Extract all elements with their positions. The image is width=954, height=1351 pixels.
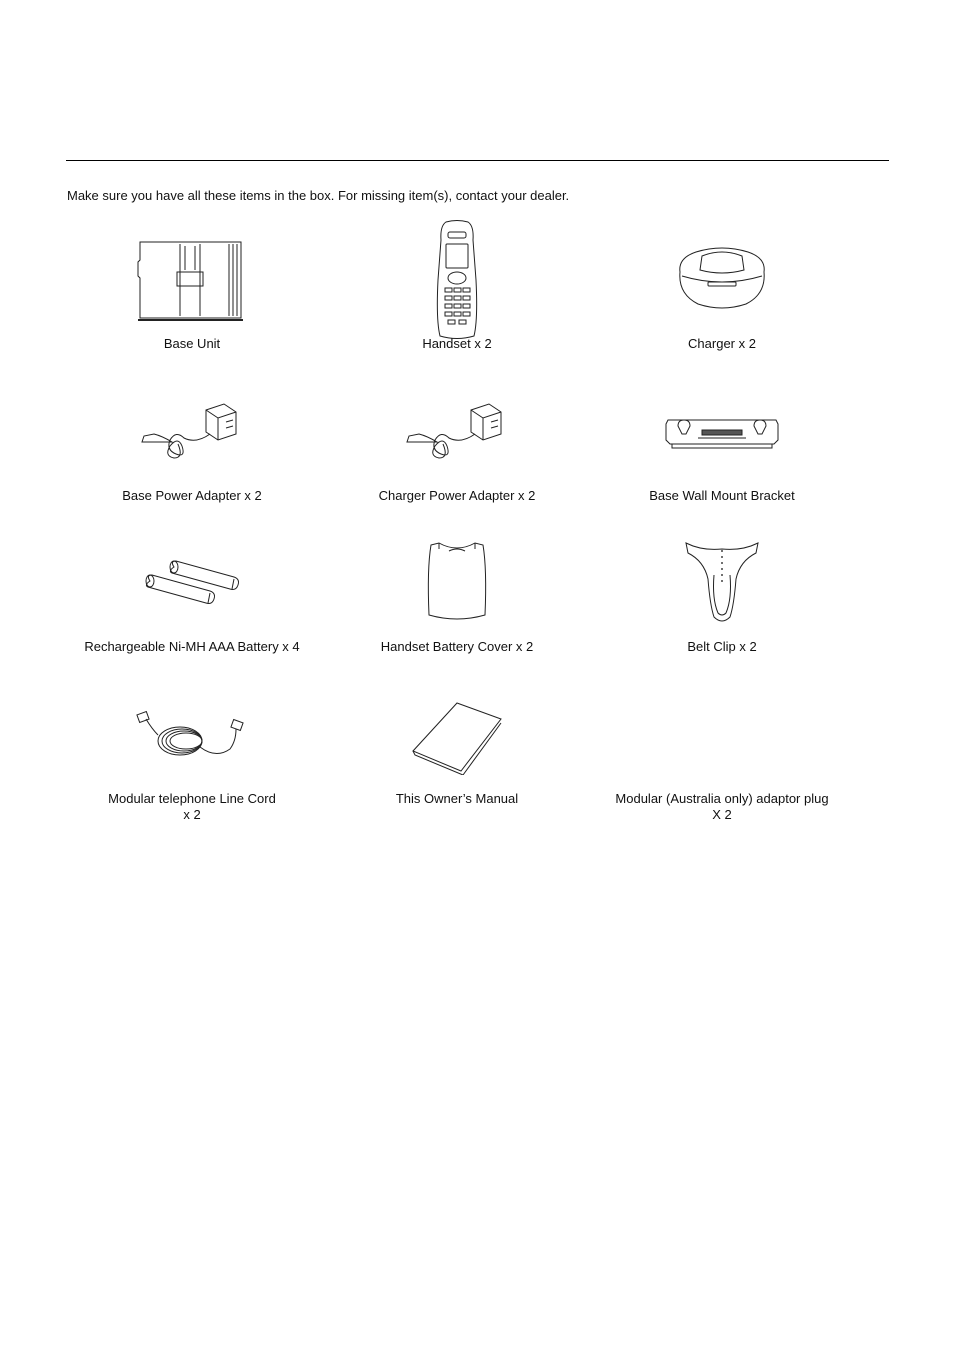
base-unit-icon (137, 240, 247, 322)
item-label-line2: X 2 (712, 807, 732, 822)
line-cord-icon (136, 707, 248, 769)
header-rule (66, 160, 889, 161)
item-label: Charger Power Adapter x 2 (378, 488, 536, 503)
item-label-line2: x 2 (183, 807, 201, 822)
power-adapter-icon (140, 400, 244, 464)
adaptor-plug-icon (592, 675, 852, 795)
item-label: Charger x 2 (688, 336, 756, 351)
charger-icon (672, 242, 772, 312)
item-label: Base Unit (163, 336, 221, 351)
battery-cover-icon (425, 539, 489, 625)
item-label (62, 791, 322, 823)
item-label: Base Power Adapter x 2 (122, 488, 262, 503)
wall-mount-bracket-icon (664, 412, 780, 452)
item-label: Belt Clip x 2 (687, 639, 757, 654)
item-label (592, 791, 852, 823)
item-label: Base Wall Mount Bracket (649, 488, 795, 503)
intro-text: Make sure you have all these items in the box. For missing item(s), contact your dealer. (67, 188, 570, 203)
belt-clip-icon (682, 539, 762, 625)
item-label: Rechargeable Ni-MH AAA Battery x 4 (84, 639, 300, 654)
item-label-line1: Modular (Australia only) adaptor plug (615, 791, 829, 806)
item-label-line1: Modular telephone Line Cord (108, 791, 276, 806)
item-label: Handset x 2 (422, 336, 492, 351)
power-adapter-icon (405, 400, 509, 464)
handset-icon (432, 220, 482, 340)
item-label: This Owner’s Manual (395, 791, 519, 806)
item-label: Handset Battery Cover x 2 (380, 639, 534, 654)
battery-icon (140, 557, 244, 613)
manual-icon (409, 699, 505, 775)
